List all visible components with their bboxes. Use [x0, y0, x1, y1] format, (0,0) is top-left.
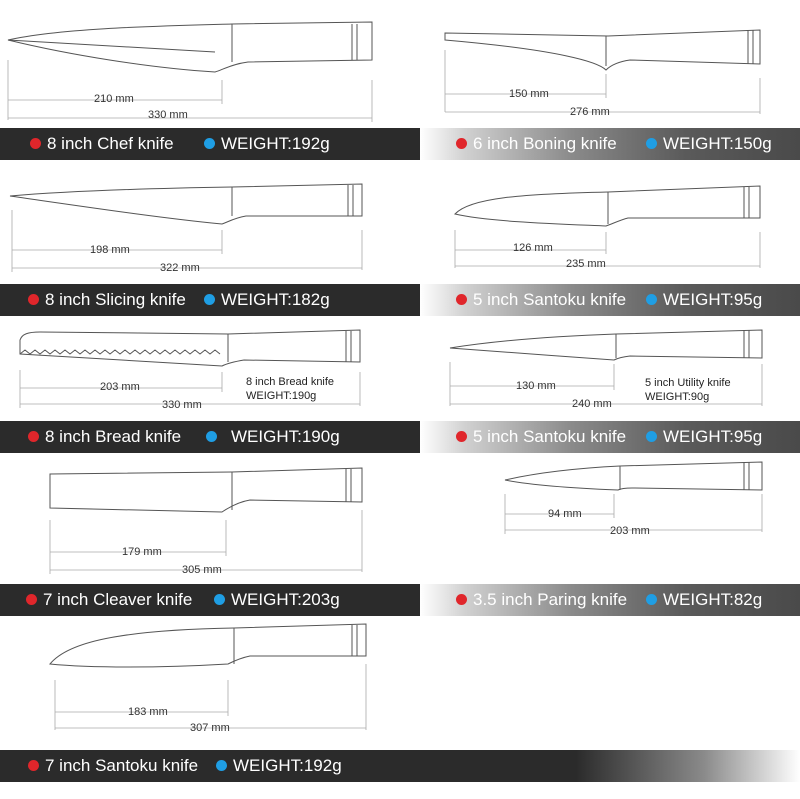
bread-caption-weight: WEIGHT:190g — [206, 421, 340, 453]
santoku7-caption-weight: WEIGHT:192g — [216, 750, 342, 782]
red-dot-icon — [28, 760, 39, 771]
blue-dot-icon — [216, 760, 227, 771]
utility-caption-name: 5 inch Santoku knife — [456, 421, 626, 453]
utility-caption-weight: WEIGHT:95g — [646, 421, 762, 453]
blue-dot-icon — [206, 431, 217, 442]
blue-dot-icon — [646, 431, 657, 442]
red-dot-icon — [30, 138, 41, 149]
utility-knife-drawing — [450, 330, 762, 360]
bread-knife-drawing — [20, 330, 360, 366]
utility-note-weight: WEIGHT:90g — [645, 391, 710, 403]
cleaver-blade-length: 179 mm — [122, 546, 162, 558]
cleaver-total-length: 305 mm — [182, 564, 222, 576]
santoku5-caption-bar — [420, 284, 800, 316]
santoku5-caption-name: 5 inch Santoku knife — [456, 284, 626, 316]
cleaver-caption-weight: WEIGHT:203g — [214, 584, 340, 616]
cleaver-knife-drawing — [50, 468, 362, 512]
santoku7-knife-drawing — [50, 624, 366, 667]
santoku5-caption-weight: WEIGHT:95g — [646, 284, 762, 316]
blue-dot-icon — [214, 594, 225, 605]
red-dot-icon — [456, 294, 467, 305]
red-dot-icon — [456, 431, 467, 442]
chef-knife-drawing — [8, 22, 372, 72]
boning-blade-length: 150 mm — [509, 88, 549, 100]
bread-total-length: 330 mm — [162, 399, 202, 411]
blue-dot-icon — [646, 594, 657, 605]
slicing-caption-bar — [0, 284, 420, 316]
slicing-caption-weight: WEIGHT:182g — [204, 284, 330, 316]
santoku5-knife-drawing — [455, 186, 760, 226]
blue-dot-icon — [204, 138, 215, 149]
boning-caption-bar — [420, 128, 800, 160]
bread-caption-name: 8 inch Bread knife — [28, 421, 181, 453]
santoku7-caption-name: 7 inch Santoku knife — [28, 750, 198, 782]
utility-caption-bar — [420, 421, 800, 453]
boning-total-length: 276 mm — [570, 106, 610, 118]
cleaver-caption-name: 7 inch Cleaver knife — [26, 584, 192, 616]
utility-note-name: 5 inch Utility knife — [645, 377, 731, 389]
santoku7-caption-bar — [0, 750, 800, 782]
bread-note-weight: WEIGHT:190g — [246, 390, 317, 402]
cleaver-caption-bar — [0, 584, 420, 616]
bread-blade-length: 203 mm — [100, 381, 140, 393]
paring-total-length: 203 mm — [610, 525, 650, 537]
santoku7-total-length: 307 mm — [190, 722, 230, 734]
slicing-blade-length: 198 mm — [90, 244, 130, 256]
red-dot-icon — [26, 594, 37, 605]
boning-caption-name: 6 inch Boning knife — [456, 128, 617, 160]
bread-caption-bar — [0, 421, 420, 453]
boning-caption-weight: WEIGHT:150g — [646, 128, 772, 160]
paring-caption-name: 3.5 inch Paring knife — [456, 584, 627, 616]
red-dot-icon — [456, 138, 467, 149]
chef-caption-name: 8 inch Chef knife — [30, 128, 174, 160]
blue-dot-icon — [646, 138, 657, 149]
santoku7-blade-length: 183 mm — [128, 706, 168, 718]
utility-note — [645, 376, 731, 404]
paring-knife-drawing — [505, 462, 762, 490]
boning-knife-drawing — [445, 30, 760, 70]
chef-total-length: 330 mm — [148, 109, 188, 121]
utility-blade-length: 130 mm — [516, 380, 556, 392]
bread-note — [246, 375, 334, 403]
chef-blade-length: 210 mm — [94, 93, 134, 105]
paring-caption-weight: WEIGHT:82g — [646, 584, 762, 616]
chef-caption-weight: WEIGHT:192g — [204, 128, 330, 160]
paring-blade-length: 94 mm — [548, 508, 582, 520]
blue-dot-icon — [204, 294, 215, 305]
slicing-caption-name: 8 inch Slicing knife — [28, 284, 186, 316]
slicing-total-length: 322 mm — [160, 262, 200, 274]
bread-note-name: 8 inch Bread knife — [246, 376, 335, 388]
santoku5-blade-length: 126 mm — [513, 242, 553, 254]
utility-total-length: 240 mm — [572, 398, 612, 410]
red-dot-icon — [456, 594, 467, 605]
santoku5-total-length: 235 mm — [566, 258, 606, 270]
slicing-knife-drawing — [10, 184, 362, 224]
chef-caption-bar — [0, 128, 420, 160]
red-dot-icon — [28, 431, 39, 442]
red-dot-icon — [28, 294, 39, 305]
paring-caption-bar — [420, 584, 800, 616]
blue-dot-icon — [646, 294, 657, 305]
